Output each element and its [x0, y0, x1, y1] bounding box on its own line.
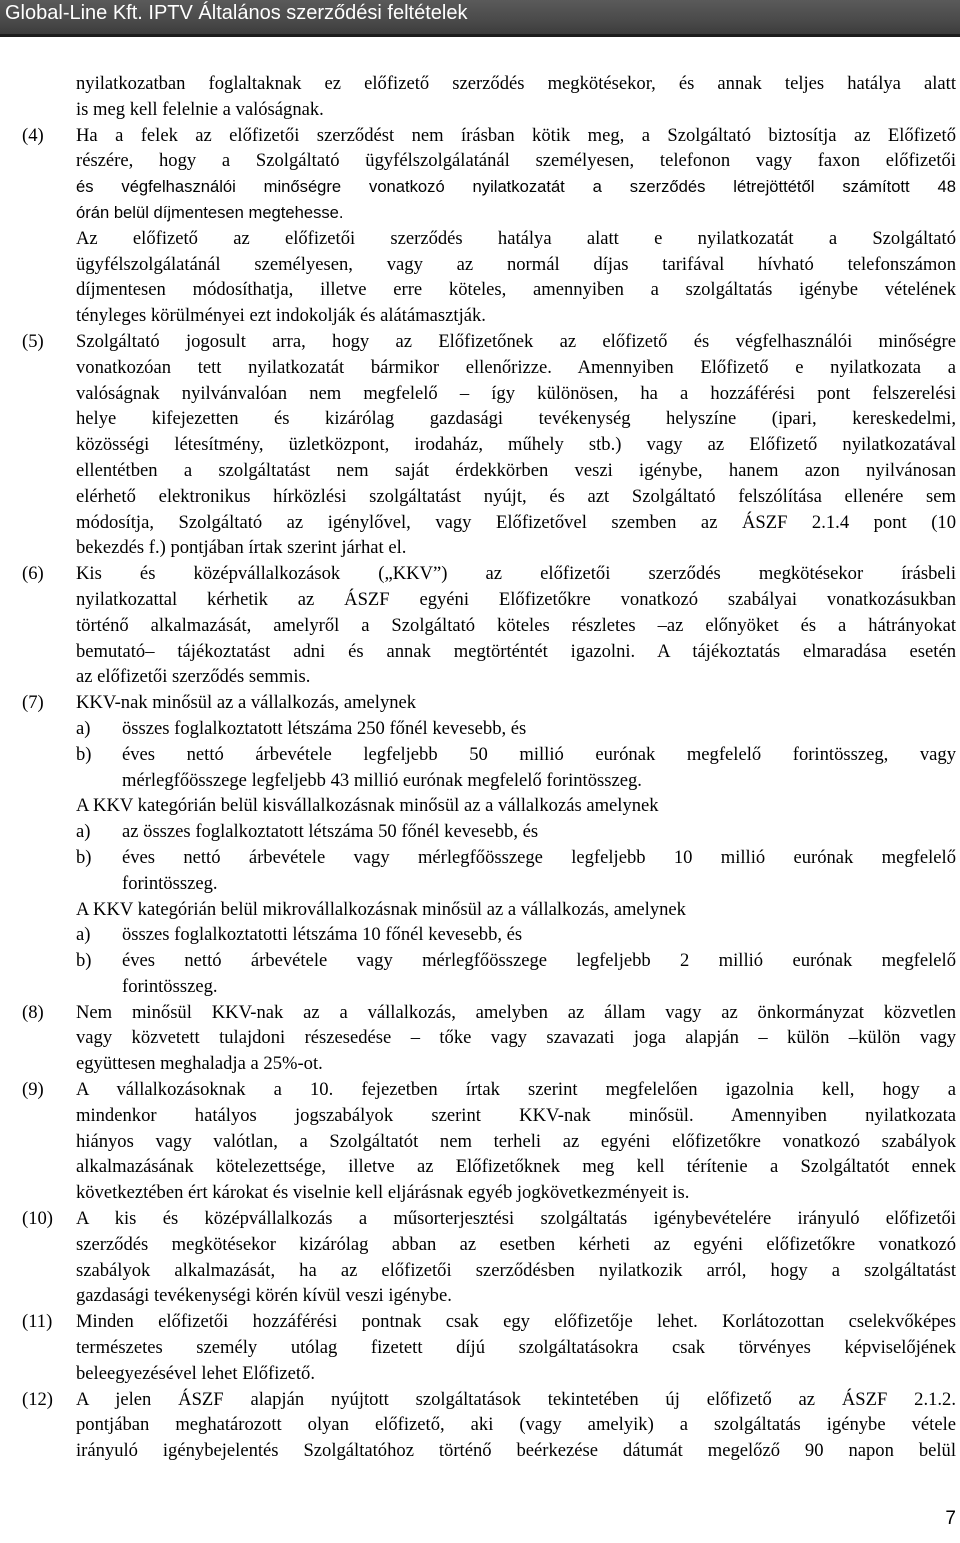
- text-line: forintösszeg.: [122, 975, 218, 997]
- text-line: szabályok alkalmazását, ha az előfizetői szerződésben nyilatkozik arról, hogy a szolgáltatást: [76, 1259, 956, 1281]
- list-letter: b): [76, 846, 92, 868]
- subheading: A KKV kategórián belül kisvállalkozásnak minősül az a vállalkozás amelynek: [76, 795, 659, 817]
- list-letter: a): [76, 717, 91, 739]
- text-line: valóságnak nyilvánvalóan nem megfelelő – így különösen, ha a hozzáférési pont felszerelési: [76, 382, 956, 404]
- text-line: módosítja, Szolgáltató az igénylővel, vagy Előfizetővel szemben az ÁSZF 2.1.4 pont (10: [76, 511, 956, 533]
- text-line: ügyfélszolgálatánál személyesen, vagy az normál díjas tarifával hívható telefonszámon: [76, 253, 956, 275]
- document-title: Global-Line Kft. IPTV Általános szerződési feltételek: [5, 2, 468, 24]
- paragraph-6: [22, 561, 956, 690]
- paragraph-7: [22, 690, 956, 716]
- document-header: [0, 0, 960, 37]
- text-line: vagy közvetett tulajdoni részesedése – tőke vagy szavazati joga alapján – külön –külön vagy: [76, 1027, 956, 1049]
- text-line: beleegyezésével lehet Előfizető.: [76, 1362, 316, 1384]
- text-line: bekezdés f.) pontjában írtak szerint járhat el.: [76, 537, 407, 559]
- list-letter: a): [76, 821, 91, 843]
- paragraph-4: [22, 123, 956, 329]
- text-line: mérlegfőösszege legfeljebb 43 millió eurónak megfelelő forintösszeg.: [122, 769, 642, 791]
- text-line: nyilatkozattal kérhetik az ÁSZF egyéni Előfizetőkre vonatkozó szabályai vonatkozásukban: [76, 588, 956, 610]
- paragraph-5: [22, 329, 956, 561]
- text-line: részére, hogy a Szolgáltató ügyfélszolgálatánál személyesen, telefonon vagy faxon előfizetői: [76, 150, 956, 172]
- text-line: forintösszeg.: [122, 872, 218, 894]
- paragraph-number: (9): [22, 1079, 44, 1101]
- text-line: Nem minősül KKV-nak az a vállalkozás, amelyben az állam vagy az önkormányzat közvetlen: [76, 1001, 956, 1023]
- paragraph-11: [22, 1309, 956, 1386]
- text-line: is meg kell felelnie a valóságnak.: [76, 98, 324, 120]
- page-number: 7: [945, 1508, 956, 1529]
- text-line: pontjában meghatározott olyan előfizető, aki (vagy amelyik) a szolgáltatás igénybe vétele: [76, 1414, 956, 1436]
- text-line: Szolgáltató jogosult arra, hogy az Előfizetőnek az előfizető és végfelhasználói minőségre: [76, 330, 956, 352]
- text-line: összes foglalkoztatotti létszáma 10 főnél kevesebb, és: [122, 924, 523, 946]
- text-line: mindenkor hatályos jogszabályok szerint KKV-nak minősül. Amennyiben nyilatkozata: [76, 1104, 956, 1126]
- text-line: díjmentesen módosíthatja, illetve erre köteles, amennyiben a szolgáltatás igénybe vételének: [76, 279, 956, 301]
- text-line: órán belül díjmentesen megtehesse.: [76, 202, 344, 222]
- text-line: hiányos vagy valótlan, a Szolgáltatót nem terheli az egyéni előfizetőkre vonatkozó szabályok: [76, 1130, 956, 1152]
- paragraph-number: (6): [22, 563, 44, 585]
- paragraph-8: [22, 1000, 956, 1077]
- list-item: [76, 819, 956, 845]
- paragraph-number: (7): [22, 692, 44, 714]
- text-line: KKV-nak minősül az a vállalkozás, amelynek: [76, 692, 417, 714]
- text-line: A vállalkozásoknak a 10. fejezetben írtak szerint megfelelően igazolnia kell, hogy a: [76, 1079, 956, 1101]
- list-item: [76, 742, 956, 794]
- paragraph-number: (8): [22, 1001, 44, 1023]
- subheading: A KKV kategórián belül mikrovállalkozásnak minősül az a vállalkozás, amelynek: [76, 898, 686, 920]
- text-line: Kis és középvállalkozások („KKV”) az előfizetői szerződés megkötésekor írásbeli: [76, 563, 956, 585]
- text-line: éves nettó árbevétele vagy mérlegfőösszege legfeljebb 10 millió eurónak megfelelő: [122, 846, 956, 868]
- list-letter: b): [76, 743, 92, 765]
- list-item: [76, 845, 956, 897]
- paragraph-number: (11): [22, 1311, 53, 1333]
- list-item: [76, 948, 956, 1000]
- text-line: Ha a felek az előfizetői szerződést nem írásban kötik meg, a Szolgáltató biztosítja az Előfizető: [76, 124, 956, 146]
- text-line: és végfelhasználói minőségre vonatkozó nyilatkozatát a szerződés létrejöttétől számított 48: [76, 177, 956, 197]
- text-line: bemutató– tájékoztatást adni és annak megtörténtét igazolni. A tájékoztatás elmaradása esetén: [76, 640, 956, 662]
- text-line: történő alkalmazását, amelyről a Szolgáltató köteles részletes –az előnyöket és a hátrányokat: [76, 614, 956, 636]
- text-line: Minden előfizetői hozzáférési pontnak csak egy előfizetője lehet. Korlátozottan cselekvőképes: [76, 1311, 956, 1333]
- text-line: alkalmazásának kötelezettsége, illetve az Előfizetőknek meg kell térítenie a Szolgáltatót ennek: [76, 1156, 956, 1178]
- text-line: összes foglalkoztatott létszáma 250 főnél kevesebb, és: [122, 717, 527, 739]
- text-line: természetes személy utólag fizetett díjú szolgáltatásokra csak törvényes képviselőjének: [76, 1337, 956, 1359]
- text-line: együttesen meghaladja a 25%-ot.: [76, 1053, 323, 1075]
- text-line: az összes foglalkoztatott létszáma 50 főnél kevesebb, és: [122, 821, 539, 843]
- text-line: A jelen ÁSZF alapján nyújtott szolgáltatások tekintetében új előfizető az ÁSZF 2.1.2.: [76, 1388, 956, 1410]
- list-item: [76, 922, 956, 948]
- text-line: irányuló igénybejelentés Szolgáltatóhoz történő beérkezése dátumát megelőző 90 napon belül: [76, 1440, 956, 1462]
- paragraph-number: (5): [22, 330, 44, 352]
- paragraph-number: (4): [22, 124, 44, 146]
- text-line: az előfizetői szerződés semmis.: [76, 666, 311, 688]
- paragraph-number: (12): [22, 1388, 53, 1410]
- text-line: gazdasági tevékenységi körén kívül veszi igénybe.: [76, 1285, 452, 1307]
- list-letter: b): [76, 950, 92, 972]
- text-line: helye kifejezetten és kizárólag gazdasági tevékenység helyszíne (ipari, kereskedelmi,: [76, 408, 956, 430]
- text-line: éves nettó árbevétele vagy mérlegfőösszege legfeljebb 2 millió eurónak megfelelő: [122, 950, 956, 972]
- paragraph-9: [22, 1077, 956, 1206]
- list-item: [76, 716, 956, 742]
- list-letter: a): [76, 924, 91, 946]
- text-line: éves nettó árbevétele legfeljebb 50 millió eurónak megfelelő forintösszeg, vagy: [122, 743, 956, 765]
- text-line: szerződés megkötésekor kizárólag abban az esetben kérheti az egyéni előfizetőkre vonatkozó: [76, 1233, 956, 1255]
- text-line: elérhető elektronikus hírközlési szolgáltatást nyújt, és azt Szolgáltató felszólítása ellenére sem: [76, 485, 956, 507]
- text-line: közösségi létesítmény, üzletközpont, irodaház, műhely stb.) vagy az Előfizető nyilatkozatával: [76, 434, 956, 456]
- text-line: vonatkozóan tett nyilatkozatát bármikor ellenőrizze. Amennyiben Előfizető e nyilatkozata a: [76, 356, 956, 378]
- text-line: Az előfizető az előfizetői szerződés hatálya alatt e nyilatkozatát a Szolgáltató: [76, 227, 956, 249]
- paragraph-number: (10): [22, 1208, 53, 1230]
- paragraph-12: [22, 1387, 956, 1464]
- text-line: ellentétben a szolgáltatást nem saját érdekkörben veszi igénybe, hanem azon nyilvánosan: [76, 459, 956, 481]
- text-line: A kis és középvállalkozás a műsorterjesztési szolgáltatás igénybevételére irányuló előfizetői: [76, 1208, 956, 1230]
- text-line: tényleges körülményei ezt indokolják és alátámasztják.: [76, 305, 486, 327]
- document-body: [22, 71, 956, 1464]
- text-line: nyilatkozatban foglaltaknak ez előfizető szerződés megkötésekor, és annak teljes hatálya alatt: [76, 73, 956, 94]
- paragraph-10: [22, 1206, 956, 1309]
- intro-paragraph: [22, 71, 956, 123]
- text-line: következtében ért károkat és viselnie kell eljárásnak egyéb jogkövetkezményeit is.: [76, 1182, 690, 1204]
